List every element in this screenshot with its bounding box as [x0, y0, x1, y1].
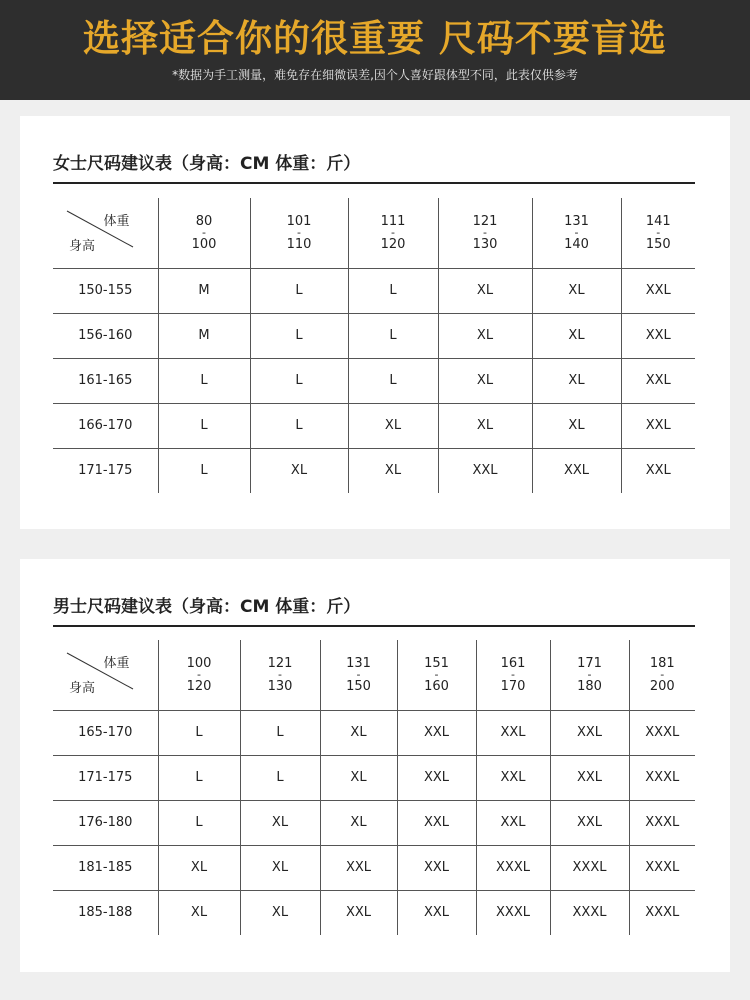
weight-range-header	[348, 198, 438, 268]
size-cell: XXL	[621, 268, 695, 313]
table-row	[53, 710, 695, 755]
diagonal-divider	[53, 198, 158, 268]
table-row	[53, 358, 695, 403]
size-cell: XXL	[397, 710, 476, 755]
size-cell: XXXL	[629, 800, 695, 845]
size-cell: XXXL	[550, 890, 629, 935]
size-cell: XXL	[476, 755, 550, 800]
women-table-title: 女士尺码建议表（身高：CM 体重：斤）	[53, 154, 361, 174]
weight-range-header	[629, 640, 695, 710]
weight-range	[268, 654, 293, 696]
size-cell: XXL	[397, 755, 476, 800]
range-dash: -	[511, 667, 515, 681]
weight-to: 130	[472, 236, 498, 252]
weight-from: 100	[186, 655, 212, 671]
size-cell: L	[158, 800, 240, 845]
corner-cell	[53, 640, 158, 710]
weight-from: 171	[577, 655, 602, 671]
weight-to: 120	[380, 236, 406, 252]
weight-range	[577, 654, 602, 696]
size-cell: XL	[438, 268, 532, 313]
weight-to: 140	[564, 236, 589, 252]
size-cell: M	[158, 313, 250, 358]
size-cell: XXL	[550, 710, 629, 755]
banner-subtitle: *数据为手工测量，难免存在细微误差,因个人喜好跟体型不同，此表仅供参考	[172, 68, 578, 82]
size-cell: XL	[532, 268, 621, 313]
weight-range-header	[250, 198, 348, 268]
weight-to: 200	[649, 678, 675, 694]
weight-range-header	[240, 640, 320, 710]
weight-range-header	[158, 198, 250, 268]
size-cell: XL	[320, 710, 397, 755]
table-row	[53, 268, 695, 313]
size-cell: XXL	[397, 800, 476, 845]
weight-to: 170	[500, 678, 526, 694]
range-dash: -	[356, 667, 361, 681]
banner-title: 选择适合你的很重要 尺码不要盲选	[83, 17, 667, 60]
size-cell: XXXL	[629, 710, 695, 755]
size-cell: XXL	[532, 448, 621, 493]
corner-height-label: 身高	[69, 680, 96, 696]
men-table-title: 男士尺码建议表（身高：CM 体重：斤）	[53, 597, 361, 617]
height-range-cell: 176-180	[53, 800, 158, 845]
size-cell: XXXL	[476, 890, 550, 935]
header-banner	[0, 0, 750, 100]
height-range-cell: 165-170	[53, 710, 158, 755]
height-range-cell: 156-160	[53, 313, 158, 358]
weight-range-header	[476, 640, 550, 710]
weight-from: 101	[286, 213, 312, 229]
weight-to: 150	[346, 678, 371, 694]
size-cell: XXL	[397, 845, 476, 890]
weight-from: 121	[267, 655, 293, 671]
weight-from: 151	[424, 655, 449, 671]
weight-to: 160	[424, 678, 449, 694]
men-size-table	[53, 640, 695, 935]
size-cell: XL	[320, 755, 397, 800]
weight-from: 161	[500, 655, 526, 671]
size-cell: XL	[532, 358, 621, 403]
header-row	[53, 640, 695, 710]
size-cell: XL	[158, 890, 240, 935]
women-size-card	[20, 116, 730, 529]
size-cell: XL	[348, 448, 438, 493]
height-range-cell: 166-170	[53, 403, 158, 448]
size-cell: XXL	[550, 800, 629, 845]
weight-to: 180	[577, 678, 602, 694]
table-row	[53, 313, 695, 358]
height-range-cell: 150-155	[53, 268, 158, 313]
weight-range	[650, 654, 675, 696]
size-cell: XXL	[438, 448, 532, 493]
size-cell: XXL	[621, 358, 695, 403]
size-cell: XL	[532, 403, 621, 448]
range-dash: -	[202, 225, 206, 239]
weight-to: 150	[645, 236, 671, 252]
range-dash: -	[660, 667, 665, 681]
weight-range	[192, 212, 217, 254]
range-dash: -	[434, 667, 439, 681]
size-cell: L	[250, 268, 348, 313]
weight-to: 130	[267, 678, 293, 694]
weight-range-header	[397, 640, 476, 710]
weight-range	[287, 212, 312, 254]
weight-from: 131	[346, 655, 371, 671]
weight-range	[564, 212, 589, 254]
size-cell: XXXL	[550, 845, 629, 890]
size-cell: M	[158, 268, 250, 313]
size-cell: L	[250, 403, 348, 448]
range-dash: -	[587, 667, 592, 681]
size-cell: XXXL	[629, 845, 695, 890]
corner-weight-label: 体重	[103, 214, 130, 229]
table-row	[53, 448, 695, 493]
range-dash: -	[391, 225, 395, 239]
size-cell: XL	[438, 358, 532, 403]
height-range-cell: 181-185	[53, 845, 158, 890]
weight-range	[381, 212, 406, 254]
weight-range	[646, 212, 671, 254]
weight-range-header	[532, 198, 621, 268]
weight-from: 80	[195, 213, 213, 229]
table-row	[53, 403, 695, 448]
diagonal-divider	[53, 640, 158, 710]
size-cell: L	[158, 710, 240, 755]
size-cell: XXL	[397, 890, 476, 935]
range-dash: -	[197, 667, 201, 681]
range-dash: -	[483, 225, 487, 239]
size-cell: XL	[158, 845, 240, 890]
height-range-cell: 161-165	[53, 358, 158, 403]
size-cell: XXL	[476, 800, 550, 845]
weight-range	[473, 212, 498, 254]
size-cell: XL	[240, 890, 320, 935]
size-cell: XL	[320, 800, 397, 845]
corner-weight-label: 体重	[103, 656, 130, 671]
weight-from: 131	[564, 213, 589, 229]
size-cell: L	[250, 358, 348, 403]
header-row	[53, 198, 695, 268]
size-cell: XXXL	[645, 905, 680, 921]
height-range-cell: 171-175	[53, 448, 158, 493]
size-cell: L	[348, 313, 438, 358]
size-cell: L	[240, 755, 320, 800]
weight-range-header	[320, 640, 397, 710]
weight-from: 181	[649, 655, 675, 671]
size-cell: XXXL	[629, 755, 695, 800]
weight-to: 110	[286, 236, 312, 252]
size-cell: L	[158, 403, 250, 448]
size-cell: XL	[240, 845, 320, 890]
size-cell: XXL	[550, 755, 629, 800]
size-cell: L	[348, 268, 438, 313]
range-dash: -	[297, 225, 301, 239]
size-cell: L	[158, 448, 250, 493]
weight-from: 141	[645, 213, 671, 229]
size-cell: XXXL	[476, 845, 550, 890]
size-cell: XXL	[621, 313, 695, 358]
range-dash: -	[278, 667, 282, 681]
men-size-card	[20, 559, 730, 972]
title-divider	[53, 625, 695, 627]
table-row	[53, 845, 695, 890]
weight-range-header	[438, 198, 532, 268]
height-range-cell: 185-188	[53, 890, 158, 935]
title-divider	[53, 182, 695, 184]
corner-height-label: 身高	[69, 238, 96, 254]
height-range-cell: 171-175	[53, 755, 158, 800]
size-cell: XL	[438, 313, 532, 358]
table-row	[53, 890, 695, 935]
size-cell: XXL	[621, 403, 695, 448]
weight-to: 120	[186, 678, 212, 694]
range-dash: -	[656, 225, 661, 239]
size-cell: L	[158, 358, 250, 403]
size-cell: XL	[348, 403, 438, 448]
size-cell: XL	[250, 448, 348, 493]
women-size-table	[53, 198, 695, 493]
weight-from: 111	[380, 213, 406, 229]
size-cell: XL	[438, 403, 532, 448]
range-dash: -	[574, 225, 579, 239]
size-cell: XL	[532, 313, 621, 358]
weight-range	[187, 654, 212, 696]
size-cell: L	[348, 358, 438, 403]
size-cell: XXL	[320, 890, 397, 935]
size-cell: L	[240, 710, 320, 755]
size-cell: L	[250, 313, 348, 358]
size-cell: XXL	[320, 845, 397, 890]
weight-from: 121	[472, 213, 498, 229]
weight-range-header	[621, 198, 695, 268]
corner-cell	[53, 198, 158, 268]
size-cell: XXL	[476, 710, 550, 755]
size-cell: XL	[240, 800, 320, 845]
size-cell: L	[158, 755, 240, 800]
table-row	[53, 800, 695, 845]
weight-range	[424, 654, 449, 696]
weight-to: 100	[191, 236, 217, 252]
table-row	[53, 755, 695, 800]
weight-range-header	[550, 640, 629, 710]
weight-range	[501, 654, 526, 696]
size-cell: XXL	[645, 463, 671, 479]
weight-range	[346, 654, 371, 696]
weight-range-header	[158, 640, 240, 710]
